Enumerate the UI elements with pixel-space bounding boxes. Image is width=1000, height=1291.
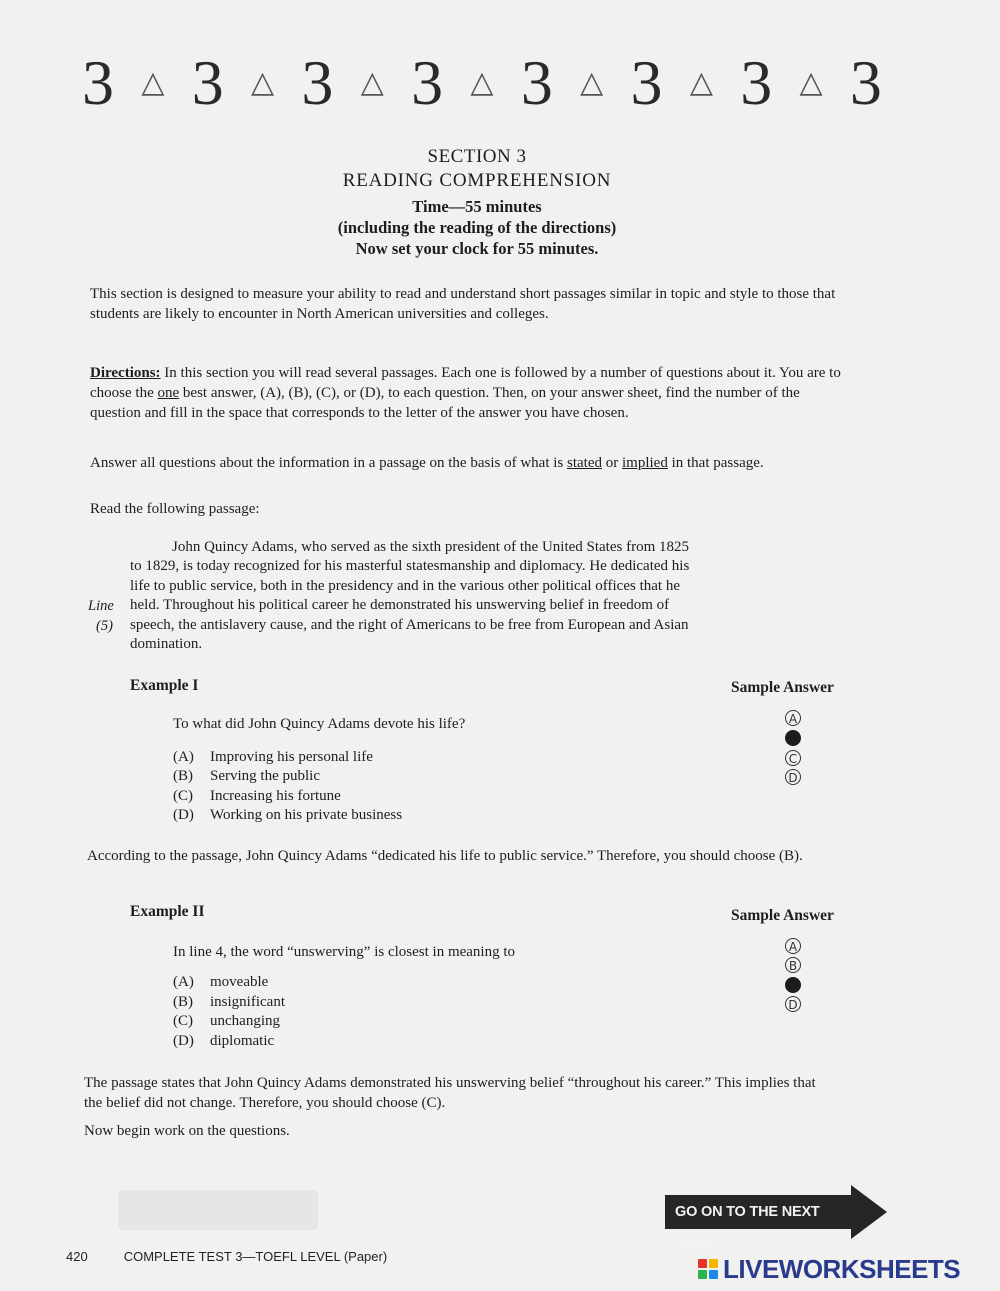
scan-smudge <box>118 1190 318 1230</box>
page-number: 420 <box>66 1249 88 1264</box>
directions-emphasis: one <box>157 385 180 401</box>
directions-paragraph <box>90 363 850 423</box>
banner-number: 3 <box>411 47 444 118</box>
next-page-banner[interactable] <box>665 1185 887 1254</box>
section-heading: SECTION 3 <box>427 146 527 167</box>
sample-answer-label: Sample Answer <box>731 907 834 924</box>
example-2-question: In line 4, the word “unswerving” is closest in meaning to <box>173 944 516 960</box>
passage-line: held. Throughout his political career he demonstrated his unswerving belief in freedom of <box>130 597 670 613</box>
example-1-option: (D) Working on his private business <box>173 807 403 823</box>
section-number-banner <box>82 48 882 118</box>
example-2-label: Example II <box>130 903 205 920</box>
answer-bubble-a[interactable]: A <box>785 710 801 726</box>
read-instruction: Read the following passage: <box>90 501 260 517</box>
implied-emphasis: implied <box>622 455 668 471</box>
banner-triangle-icon: △ <box>360 66 384 99</box>
banner-number: 3 <box>301 47 334 118</box>
example-2-option: (C) unchanging <box>173 1013 280 1029</box>
sample-answer-label: Sample Answer <box>731 679 834 696</box>
example-2-option: (B) insignificant <box>173 994 285 1010</box>
right-arrow-icon <box>851 1185 887 1239</box>
watermark-text: LIVEWORKSHEETS <box>723 1253 961 1284</box>
banner-triangle-icon: △ <box>799 66 823 99</box>
answer-all-text: or <box>602 455 622 471</box>
example-1-explanation: According to the passage, John Quincy Adams “dedicated his life to public service.” Therefore, you should choose (B). <box>87 848 803 864</box>
line-label: Line <box>88 598 114 614</box>
banner-number: 3 <box>82 47 114 118</box>
stated-emphasis: stated <box>567 455 602 471</box>
example-2-option: (A) moveable <box>173 974 269 990</box>
banner-number: 3 <box>630 47 663 118</box>
example-1-question: To what did John Quincy Adams devote his life? <box>173 716 466 732</box>
answer-bubble-b-filled[interactable] <box>785 730 801 746</box>
liveworksheets-watermark[interactable] <box>698 1254 960 1284</box>
passage-line: to 1829, is today recognized for his masterful statesmanship and diplomacy. He dedicated his <box>130 558 690 574</box>
clock-instruction: Now set your clock for 55 minutes. <box>355 239 599 258</box>
banner-triangle-icon: △ <box>580 66 604 99</box>
example-2-option: (D) diplomatic <box>173 1033 275 1049</box>
answer-all-text: Answer all questions about the information in a passage on the basis of what is <box>90 455 567 471</box>
liveworksheets-logo-icon <box>698 1259 718 1279</box>
passage-line: John Quincy Adams, who served as the sixth president of the United States from 1825 <box>172 539 690 555</box>
directions-text: best answer, (A), (B), (C), or (D), to each question. Then, on your answer sheet, find the number of the question and fill in the space that corresponds to the letter of the answer you have chosen. <box>90 385 800 421</box>
passage-line: life to public service, both in the presidency and in the various other political offices that he <box>130 578 680 594</box>
answer-bubble-d[interactable]: D <box>785 769 801 785</box>
answer-bubble-a[interactable]: A <box>785 938 801 954</box>
banner-triangle-icon: △ <box>689 66 713 99</box>
directions-text: In this section you will read several passages. Each one is followed by a number of questions about it. You are to choose the <box>90 365 841 401</box>
answer-all-paragraph <box>90 453 850 473</box>
line-number: (5) <box>96 618 113 634</box>
banner-number: 3 <box>849 47 882 118</box>
time-limit: Time—55 minutes <box>412 197 542 216</box>
page-footer <box>66 1249 387 1264</box>
directions-label: Directions: <box>90 365 161 381</box>
answer-bubble-c-filled[interactable] <box>785 977 801 993</box>
answer-bubble-d[interactable]: D <box>785 996 801 1012</box>
banner-number: 3 <box>740 47 773 118</box>
time-note: (including the reading of the directions) <box>337 218 617 237</box>
next-page-label: GO ON TO THE NEXT PAGE <box>665 1195 853 1229</box>
passage-line: speech, the antislavery cause, and the right of Americans to be free from European and Asian <box>130 617 689 633</box>
answer-bubble-b[interactable]: B <box>785 957 801 973</box>
example-2-explanation: The passage states that John Quincy Adams demonstrated his unswerving belief “throughout his career.” This implies that the belief did not change. Therefore, you should choose (C). <box>84 1075 816 1111</box>
section-title: READING COMPREHENSION <box>342 170 612 191</box>
example-1-label: Example I <box>130 677 199 694</box>
banner-triangle-icon: △ <box>141 66 165 99</box>
answer-all-text: in that passage. <box>667 455 764 471</box>
section-intro: This section is designed to measure your ability to read and understand short passages similar in topic and style to those that students are likely to encounter in North American universities and colleges. <box>90 286 836 322</box>
footer-title: COMPLETE TEST 3—TOEFL LEVEL (Paper) <box>123 1249 388 1264</box>
passage-line: domination. <box>130 636 203 652</box>
banner-triangle-icon: △ <box>470 66 494 99</box>
example-1-option: (B) Serving the public <box>173 768 320 784</box>
example-1-option: (A) Improving his personal life <box>173 749 373 765</box>
answer-bubble-c[interactable]: C <box>785 750 801 766</box>
banner-number: 3 <box>191 47 224 118</box>
banner-number: 3 <box>520 47 553 118</box>
begin-instruction: Now begin work on the questions. <box>84 1123 290 1139</box>
example-1-option: (C) Increasing his fortune <box>173 788 341 804</box>
banner-triangle-icon: △ <box>251 66 275 99</box>
